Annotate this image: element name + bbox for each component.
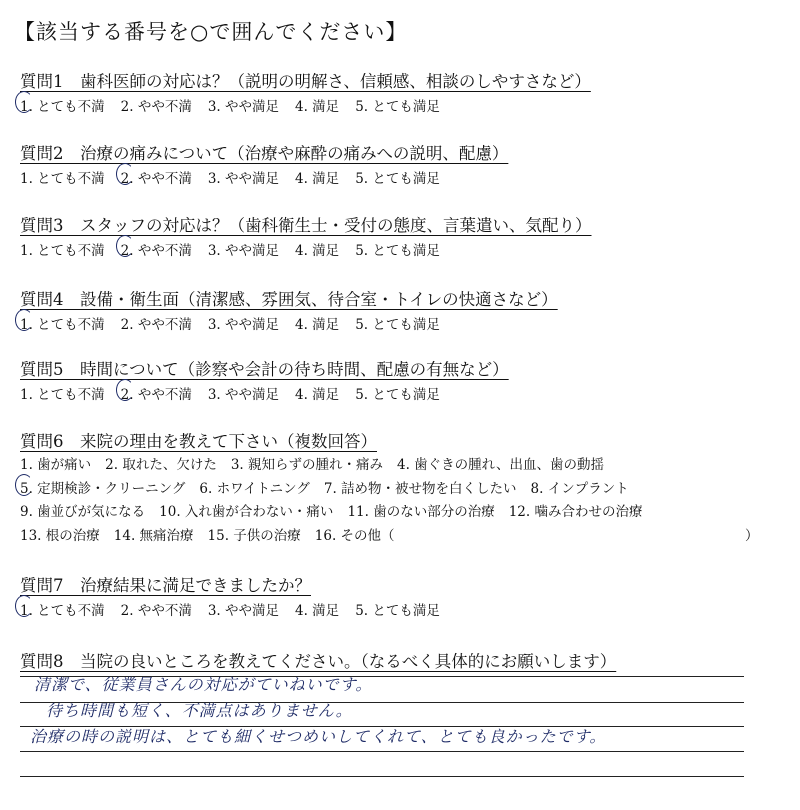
option-1: 1. とても不満: [20, 95, 105, 115]
question-6: [20, 428, 759, 548]
question-title: 質問7 治療結果に満足できましたか？: [20, 576, 311, 595]
option-3: 3. やや満足: [207, 171, 280, 187]
option-3: 3. やや満足: [207, 387, 280, 403]
q6-option: 14. 無痛治療: [113, 527, 194, 544]
handwritten-line-3: 治療の時の説明は、とても細くせつめいしてくれて、とても良かったです。: [30, 727, 607, 746]
q6-options: [20, 454, 759, 548]
option-5: 5. とても満足: [355, 387, 440, 403]
question-8: [20, 648, 616, 672]
option-2: 2. やや不満: [121, 383, 192, 403]
question-title: 質問2 治療の痛みについて（治療や麻酔の痛みへの説明、配慮）: [20, 144, 509, 163]
q6-option: 4. 歯ぐきの腫れ、出血、歯の動揺: [397, 457, 604, 473]
question-title: 質問8 当院の良いところを教えてください。（なるべく具体的にお願いします）: [20, 652, 617, 671]
options: [20, 239, 592, 259]
q6-option: 16. その他（: [314, 527, 395, 544]
q6-option: 8. インプラント: [530, 480, 629, 497]
q6-row: [20, 454, 656, 478]
option-5: 5. とても満足: [355, 603, 440, 619]
option-1: 1. とても不満: [20, 171, 105, 187]
option-4: 4. 満足: [295, 171, 340, 187]
option-5: 5. とても満足: [355, 99, 440, 115]
q6-option: 13. 根の治療: [20, 527, 100, 544]
q6-option: 15. 子供の治療: [207, 527, 301, 544]
q6-option: 7. 詰め物・被せ物を白くしたい: [323, 480, 517, 497]
question-title: 質問4 設備・衛生面（清潔感、雰囲気、待合室・トイレの快適さなど）: [20, 290, 558, 309]
answer-rule: [20, 751, 744, 752]
question-1: [20, 68, 591, 115]
question-title: 質問6 来院の理由を教えて下さい（複数回答）: [20, 432, 377, 451]
q6-option: 1. 歯が痛い: [20, 457, 92, 473]
option-1: 1. とても不満: [20, 313, 105, 333]
option-4: 4. 満足: [295, 387, 340, 403]
option-3: 3. やや満足: [207, 99, 280, 115]
options: [20, 167, 508, 187]
option-2: 2. やや不満: [120, 603, 192, 619]
other-close-paren: ）: [745, 527, 759, 544]
option-1: 1. とても不満: [20, 599, 105, 619]
q6-row: [20, 501, 656, 525]
q6-option: 11. 歯のない部分の治療: [347, 504, 495, 520]
handwritten-line-2: 待ち時間も短く、不満点はありません。: [46, 701, 353, 720]
option-4: 4. 満足: [295, 99, 340, 115]
question-4: [20, 286, 558, 333]
q6-option: 2. 取れた、欠けた: [105, 457, 217, 473]
q6-option: 3. 親知らずの腫れ・痛み: [230, 457, 384, 473]
option-3: 3. やや満足: [207, 317, 280, 333]
options: [20, 95, 591, 115]
option-1: 1. とても不満: [20, 387, 105, 403]
q6-option: 12. 噛み合わせの治療: [508, 504, 643, 520]
q6-row: [20, 478, 656, 502]
option-2: 2. やや不満: [120, 99, 192, 115]
question-7: [20, 572, 456, 619]
answer-rule: [20, 776, 744, 777]
option-1: 1. とても不満: [20, 243, 105, 259]
option-4: 4. 満足: [295, 603, 340, 619]
question-2: [20, 140, 508, 187]
question-3: [20, 212, 592, 259]
q6-option: 6. ホワイトニング: [199, 480, 310, 497]
option-3: 3. やや満足: [207, 243, 280, 259]
options: [20, 313, 558, 333]
option-2: 2. やや不満: [120, 317, 192, 333]
question-title: 質問1 歯科医師の対応は？（説明の明解さ、信頼感、相談のしやすさなど）: [20, 72, 591, 91]
option-5: 5. とても満足: [355, 317, 440, 333]
question-title: 質問5 時間について（診察や会計の待ち時間、配慮の有無など）: [20, 360, 509, 379]
question-title: 質問3 スタッフの対応は？（歯科衛生士・受付の態度、言葉遣い、気配り）: [20, 216, 592, 235]
question-5: [20, 356, 509, 403]
q6-option: 9. 歯並びが気になる: [20, 504, 146, 520]
options: [20, 383, 509, 403]
option-5: 5. とても満足: [355, 243, 440, 259]
option-2: 2. やや不満: [121, 167, 192, 187]
options: [20, 599, 456, 619]
option-5: 5. とても満足: [355, 171, 440, 187]
option-4: 4. 満足: [295, 243, 340, 259]
option-4: 4. 満足: [295, 317, 340, 333]
q6-row: [20, 525, 759, 549]
option-3: 3. やや満足: [207, 603, 280, 619]
handwritten-line-1: 清潔で、従業員さんの対応がていねいです。: [34, 675, 373, 694]
option-2: 2. やや不満: [121, 239, 192, 259]
q6-option: 10. 入れ歯が合わない・痛い: [159, 504, 334, 520]
q6-option: 5. 定期検診・クリーニング: [20, 478, 185, 502]
page-header: 【該当する番号を○で囲んでください】: [14, 20, 408, 44]
